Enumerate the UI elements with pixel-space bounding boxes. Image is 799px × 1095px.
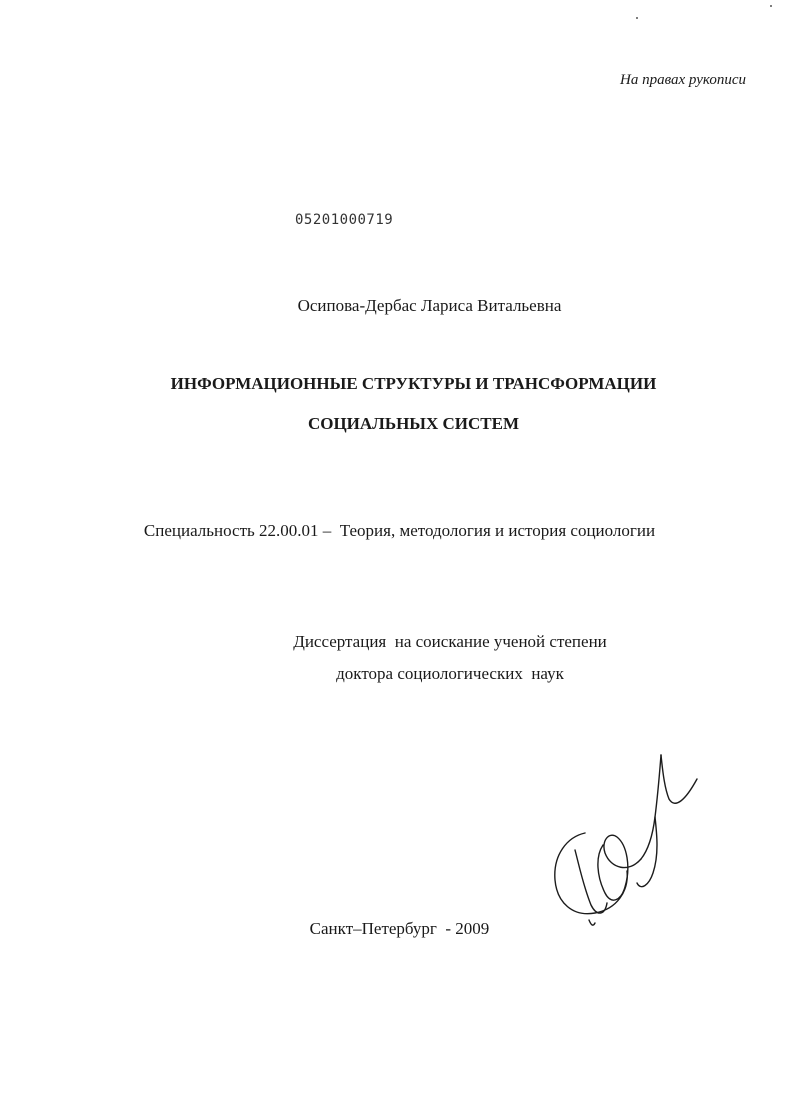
- specialty-line: Специальность 22.00.01 – Теория, методология и история социологии: [143, 521, 656, 540]
- author-name: Осипова-Дербас Лариса Витальевна: [297, 296, 562, 315]
- rights-note: На правах рукописи: [620, 72, 746, 88]
- dissertation-line-1: Диссертация на соискание ученой степени: [293, 632, 607, 651]
- scan-speck: [770, 5, 772, 7]
- dissertation-line-2: доктора социологических наук: [336, 664, 564, 683]
- scan-speck: [636, 17, 638, 19]
- title-line-1: ИНФОРМАЦИОННЫЕ СТРУКТУРЫ И ТРАНСФОРМАЦИИ: [170, 374, 657, 393]
- city-year: Санкт–Петербург - 2009: [309, 919, 490, 938]
- title-line-2: СОЦИАЛЬНЫХ СИСТЕМ: [307, 414, 520, 433]
- document-number: 05201000719: [295, 212, 394, 228]
- signature-icon: [545, 745, 715, 930]
